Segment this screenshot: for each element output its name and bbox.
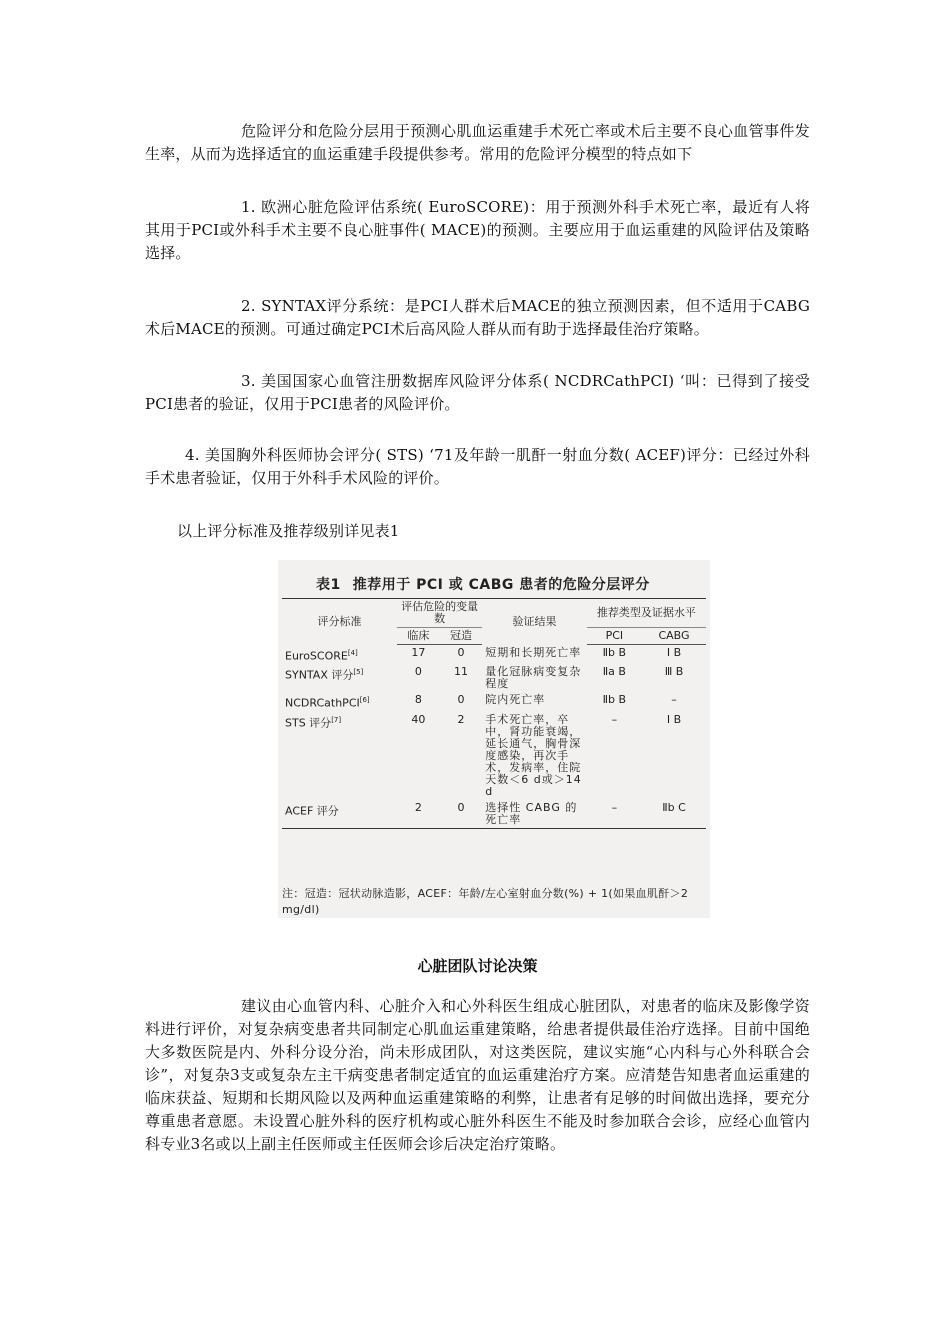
validation-result: 手术死亡率，卒中，肾功能衰竭，延长通气，胸骨深度感染，再次手术，发病率，住院天数＜6 d或＞14 d [485, 712, 582, 798]
see-table-paragraph: 以上评分标准及推荐级别详见表1 [177, 522, 400, 540]
risk-score-table-image [278, 560, 710, 918]
score-ref: [7] [331, 715, 342, 724]
header-clinical: 临床 [397, 628, 440, 645]
angio-count: 0 [440, 800, 483, 829]
score-name: EuroSCORE [285, 649, 348, 663]
score-name: SYNTAX 评分 [285, 668, 354, 682]
angio-count: 0 [457, 646, 465, 659]
cabg-recommendation: Ⅲ B [664, 665, 684, 679]
pci-recommendation: Ⅱa B [602, 665, 626, 679]
pci-recommendation: Ⅱb B [602, 693, 627, 707]
clinical-count: 0 [414, 665, 422, 679]
table-number: 表1 [316, 577, 341, 593]
header-angio: 冠造 [440, 628, 483, 645]
clinical-count: 40 [411, 712, 426, 726]
item-3-paragraph: 3. 美国国家心血管注册数据库风险评分体系( NCDRCathPCI) ‘叫：已得到了接受PCI患者的验证，仅用于PCI患者的风险评价。 [145, 372, 810, 413]
pci-recommendation: Ⅱb B [602, 646, 627, 659]
table-row [282, 692, 706, 712]
header-pci: PCI [587, 628, 642, 645]
score-name: NCDRCathPCI [285, 696, 360, 710]
validation-result: 量化冠脉病变复杂程度 [485, 665, 582, 691]
clinical-count: 2 [397, 800, 440, 829]
table-title: 推荐用于 PCI 或 CABG 患者的危险分层评分 [352, 577, 650, 593]
score-name: STS 评分 [285, 716, 332, 730]
header-rec: 推荐类型及证据水平 [587, 599, 706, 628]
clinical-count: 17 [411, 646, 426, 659]
pci-recommendation: – [587, 800, 642, 829]
table-row [282, 664, 706, 692]
cabg-recommendation: Ⅰ B [666, 712, 682, 726]
score-ref: [6] [359, 696, 370, 705]
score-ref: [4] [347, 648, 358, 657]
risk-score-table [282, 598, 706, 829]
header-standard: 评分标准 [282, 599, 397, 645]
header-cabg: CABG [642, 628, 706, 645]
angio-count: 11 [453, 665, 468, 679]
table-row [282, 800, 706, 829]
table-row [282, 645, 706, 665]
header-vars: 评估危险的变量数 [397, 599, 482, 628]
cabg-recommendation: Ⅱb C [642, 800, 706, 829]
heart-team-paragraph: 建议由心血管内科、心脏介入和心外科医生组成心脏团队，对患者的临床及影像学资料进行评价，对复杂病变患者共同制定心肌血运重建策略，给患者提供最佳治疗选择。目前中国绝大多数医院是内、外科分设分治，尚未形成团队，对这类医院，建议实施“心内科与心外科联合会诊”，对复杂3支或复杂左主干病变患者制定适宜的血运重建治疗方案。应清楚告知患者血运重建的临床获益、短期和长期风险以及两种血运重建策略的利弊，让患者有足够的时间做出选择，要充分尊重患者意愿。未设置心脏外科的医疗机构或心脏外科医生不能及时参加联合会诊，应经心血管内科专业3名或以上副主任医师或主任医师会诊后决定治疗策略。 [145, 997, 810, 1153]
header-validation: 验证结果 [482, 599, 586, 645]
table-caption [316, 574, 650, 594]
score-name: ACEF 评分 [285, 804, 339, 818]
table-note: 注：冠造：冠状动脉造影，ACEF：年龄/左心室射血分数(%) + 1(如果血肌酐＞2 mg/dl) [282, 887, 689, 916]
clinical-count: 8 [414, 693, 422, 707]
item-1-paragraph: 1. 欧洲心脏危险评估系统( EuroSCORE)：用于预测外科手术死亡率，最近有人将其用于PCI或外科手术主要不良心脏事件( MACE)的预测。主要应用于血运重建的风险评估及策略选择。 [145, 198, 810, 262]
validation-result: 院内死亡率 [485, 693, 546, 707]
cabg-recommendation: – [671, 693, 677, 707]
angio-count: 0 [457, 693, 465, 707]
item-4-paragraph: 4. 美国胸外科医师协会评分( STS) ‘71及年龄一肌酐一射血分数( ACEF)评分：已经过外科手术患者验证，仅用于外科手术风险的评价。 [145, 446, 810, 487]
cabg-recommendation: Ⅰ B [666, 646, 682, 659]
validation-result: 选择性 CABG 的死亡率 [482, 800, 586, 829]
pci-recommendation: – [611, 712, 618, 726]
validation-result: 短期和长期死亡率 [485, 645, 582, 659]
angio-count: 2 [457, 712, 465, 726]
item-2-paragraph: 2. SYNTAX评分系统：是PCI人群术后MACE的独立预测因素，但不适用于CABG术后MACE的预测。可通过确定PCI术后高风险人群从而有助于选择最佳治疗策略。 [145, 297, 810, 338]
intro-paragraph: 危险评分和危险分层用于预测心肌血运重建手术死亡率或术后主要不良心血管事件发生率，从而为选择适宜的血运重建手段提供参考。常用的危险评分模型的特点如下 [145, 122, 810, 163]
score-ref: [5] [353, 668, 364, 677]
table-row [282, 712, 706, 800]
section-heading: 心脏团队讨论决策 [417, 957, 538, 975]
